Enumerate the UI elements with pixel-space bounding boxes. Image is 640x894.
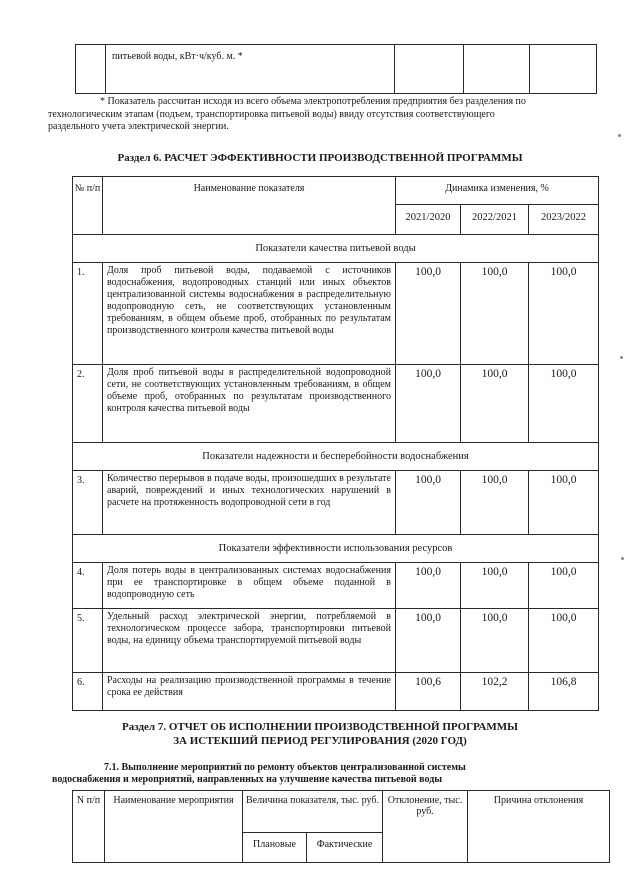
footnote [48, 96, 612, 134]
row-name: Доля проб питьевой воды в распределительной водопроводной сети, не соответствующих установленным требованиям, в общем объеме проб, отобранных по результатам производственного контроля качества питьевой воды [103, 365, 396, 443]
value-cell [395, 45, 464, 94]
header-year: 2021/2020 [396, 205, 461, 235]
row-value: 106,8 [529, 673, 599, 711]
header-deviation: Отклонение, тыс. руб. [383, 791, 468, 863]
row-num: 2. [73, 365, 103, 443]
row-value: 100,0 [461, 365, 529, 443]
header-num: № п/п [73, 177, 103, 235]
top-continuation-table [75, 44, 597, 94]
row-num: 4. [73, 563, 103, 609]
section7-title-line: Раздел 7. ОТЧЕТ ОБ ИСПОЛНЕНИИ ПРОИЗВОДСТВЕННОЙ ПРОГРАММЫ [122, 721, 518, 733]
header-year: 2022/2021 [461, 205, 529, 235]
row-value: 100,0 [396, 609, 461, 673]
group-title: Показатели надежности и бесперебойности водоснабжения [73, 443, 599, 471]
scan-speck [621, 557, 624, 560]
row-num: 5. [73, 609, 103, 673]
row-num: 1. [73, 263, 103, 365]
scan-speck [618, 134, 621, 137]
footnote-line: раздельного учета электрической энергии. [48, 121, 229, 132]
footnote-line: * Показатель рассчитан исходя из всего объема электропотребления предприятия без разделения по [100, 96, 526, 107]
table-header-row [73, 791, 610, 833]
header-dynamics: Динамика изменения, % [396, 177, 599, 205]
row-name: Удельный расход электрической энергии, потребляемой в технологическом процессе забора, транспортировки питьевой воды, на единицу объема транспортируемой питьевой воды [103, 609, 396, 673]
header-num: N п/п [73, 791, 105, 863]
scan-speck [620, 356, 623, 359]
header-reason: Причина отклонения [468, 791, 610, 863]
section6-title: Раздел 6. РАСЧЕТ ЭФФЕКТИВНОСТИ ПРОИЗВОДСТВЕННОЙ ПРОГРАММЫ [117, 152, 523, 164]
row-value: 100,0 [529, 471, 599, 535]
table-row [73, 563, 599, 609]
row-name: Расходы на реализацию производственной программы в течение срока ее действия [103, 673, 396, 711]
row-value: 100,0 [396, 563, 461, 609]
table-header-row [73, 177, 599, 205]
section7-title [0, 720, 640, 748]
row-value: 100,0 [396, 471, 461, 535]
row-num: 6. [73, 673, 103, 711]
row-num: 3. [73, 471, 103, 535]
subsection-7-1 [52, 762, 608, 786]
table-row [73, 365, 599, 443]
subsection-line: 7.1. Выполнение мероприятий по ремонту объектов централизованной системы [104, 762, 466, 773]
row-value: 100,6 [396, 673, 461, 711]
header-name: Наименование мероприятия [105, 791, 243, 863]
header-actual: Фактические [307, 833, 383, 863]
row-name: Доля потерь воды в централизованных системах водоснабжения при ее транспортировке в общем объеме поданной в водопроводную сеть [103, 563, 396, 609]
value-cell [530, 45, 597, 94]
row-value: 102,2 [461, 673, 529, 711]
row-value: 100,0 [396, 365, 461, 443]
section7-title-line: ЗА ИСТЕКШИЙ ПЕРИОД РЕГУЛИРОВАНИЯ (2020 ГОД) [173, 735, 467, 747]
group-row [73, 443, 599, 471]
header-name: Наименование показателя [103, 177, 396, 235]
row-value: 100,0 [461, 609, 529, 673]
table-row [73, 471, 599, 535]
header-planned: Плановые [243, 833, 307, 863]
indicator-name-cell: питьевой воды, кВт·ч/куб. м. * [106, 45, 395, 94]
num-cell [76, 45, 106, 94]
row-value: 100,0 [529, 609, 599, 673]
value-cell [464, 45, 530, 94]
group-title: Показатели качества питьевой воды [73, 235, 599, 263]
footnote-line: технологическим этапам (подъем, транспортировка питьевой воды) ввиду отсутствия соответствующего [48, 108, 495, 120]
table-row [73, 609, 599, 673]
table-row [76, 45, 597, 94]
group-title: Показатели эффективности использования ресурсов [73, 535, 599, 563]
header-year: 2023/2022 [529, 205, 599, 235]
row-value: 100,0 [396, 263, 461, 365]
group-row [73, 235, 599, 263]
row-value: 100,0 [461, 263, 529, 365]
row-name: Доля проб питьевой воды, подаваемой с источников водоснабжения, водопроводных станций или иных объектов централизованной системы водоснабжения в распределительную водопроводную сеть, не соответствующих установленным требованиям, в общем объеме проб, отобранных по результатам производственного контроля качества питьевой воды [103, 263, 396, 365]
row-value: 100,0 [529, 263, 599, 365]
subsection-line: водоснабжения и мероприятий, направленных на улучшение качества питьевой воды [52, 774, 443, 785]
efficiency-table [72, 176, 599, 711]
row-value: 100,0 [529, 563, 599, 609]
row-value: 100,0 [461, 471, 529, 535]
row-value: 100,0 [529, 365, 599, 443]
group-row [73, 535, 599, 563]
table-row [73, 673, 599, 711]
row-value: 100,0 [461, 563, 529, 609]
header-value: Величина показателя, тыс. руб. [243, 791, 383, 833]
report-table [72, 790, 610, 863]
row-name: Количество перерывов в подаче воды, произошедших в результате аварий, повреждений и иных технологических нарушений в расчете на протяженность водопроводной сети в год [103, 471, 396, 535]
table-row [73, 263, 599, 365]
